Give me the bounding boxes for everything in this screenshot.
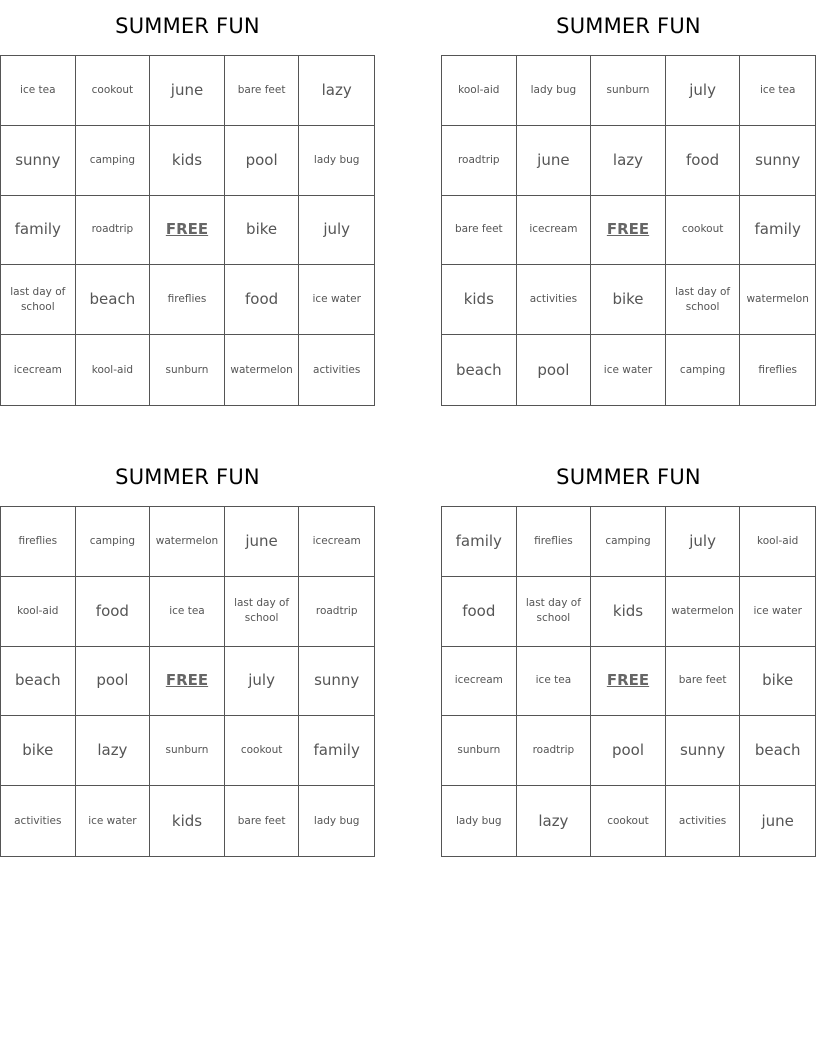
bingo-cell: family: [442, 507, 517, 577]
bingo-cell: bare feet: [666, 647, 741, 717]
bingo-grid: [441, 55, 816, 406]
bingo-cell: family: [1, 196, 76, 266]
bingo-cell: bare feet: [225, 56, 300, 126]
card-title: SUMMER FUN: [115, 465, 260, 489]
bingo-cell: lazy: [299, 56, 374, 126]
bingo-cell: food: [76, 577, 151, 647]
bingo-cell: last day of school: [1, 265, 76, 335]
free-space: FREE: [150, 647, 225, 717]
bingo-cell: food: [225, 265, 300, 335]
bingo-cell: lady bug: [517, 56, 592, 126]
bingo-cell: beach: [76, 265, 151, 335]
bingo-cell: icecream: [299, 507, 374, 577]
bingo-cell: last day of school: [517, 577, 592, 647]
bingo-cell: pool: [76, 647, 151, 717]
bingo-cell: activities: [1, 786, 76, 856]
bingo-cell: family: [740, 196, 815, 266]
bingo-cell: pool: [591, 716, 666, 786]
bingo-cell: roadtrip: [517, 716, 592, 786]
bingo-cell: bike: [591, 265, 666, 335]
bingo-cell: sunburn: [591, 56, 666, 126]
bingo-cell: camping: [76, 507, 151, 577]
bingo-cell: activities: [517, 265, 592, 335]
bingo-cell: kool-aid: [1, 577, 76, 647]
bingo-cell: kool-aid: [76, 335, 151, 405]
bingo-cell: ice water: [591, 335, 666, 405]
bingo-cell: ice tea: [740, 56, 815, 126]
bingo-cell: bike: [1, 716, 76, 786]
card-title: SUMMER FUN: [556, 465, 701, 489]
bingo-cell: june: [150, 56, 225, 126]
bingo-cell: lady bug: [442, 786, 517, 856]
bingo-cell: pool: [225, 126, 300, 196]
bingo-cell: camping: [591, 507, 666, 577]
bingo-cell: ice tea: [517, 647, 592, 717]
bingo-cell: watermelon: [740, 265, 815, 335]
bingo-cell: icecream: [1, 335, 76, 405]
bingo-cell: kool-aid: [442, 56, 517, 126]
bingo-cell: bare feet: [442, 196, 517, 266]
card-title: SUMMER FUN: [115, 14, 260, 38]
bingo-cell: ice water: [740, 577, 815, 647]
bingo-cell: lazy: [76, 716, 151, 786]
free-space: FREE: [591, 196, 666, 266]
bingo-cell: food: [666, 126, 741, 196]
bingo-cell: fireflies: [1, 507, 76, 577]
bingo-cell: bike: [740, 647, 815, 717]
bingo-cell: lazy: [517, 786, 592, 856]
bingo-cell: lady bug: [313, 814, 360, 827]
bingo-cell: sunburn: [150, 335, 225, 405]
bingo-cell: kids: [150, 126, 225, 196]
bingo-cell: june: [517, 126, 592, 196]
bingo-cell: cookout: [591, 786, 666, 856]
free-space: FREE: [150, 196, 225, 266]
bingo-cell: icecream: [517, 196, 592, 266]
bingo-cell: fireflies: [758, 363, 797, 376]
bingo-cell: roadtrip: [442, 126, 517, 196]
bingo-cell: beach: [740, 716, 815, 786]
bingo-cell: last day of school: [225, 577, 300, 647]
bingo-cell: sunny: [740, 126, 815, 196]
bingo-cell: july: [225, 647, 300, 717]
bingo-cell: cookout: [666, 196, 741, 266]
bingo-cell: bike: [225, 196, 300, 266]
bingo-cell: pool: [517, 335, 592, 405]
bingo-cell: kids: [442, 265, 517, 335]
bingo-cell: food: [442, 577, 517, 647]
bingo-cell: family: [299, 716, 374, 786]
bingo-cell: ice tea: [1, 56, 76, 126]
bingo-cell: camping: [76, 126, 151, 196]
bingo-cell: watermelon: [666, 577, 741, 647]
bingo-cell: kids: [591, 577, 666, 647]
bingo-cell: ice water: [76, 786, 151, 856]
card-title: SUMMER FUN: [556, 14, 701, 38]
bingo-cell: activities: [666, 786, 741, 856]
bingo-cell: camping: [666, 335, 741, 405]
bingo-grid: [0, 506, 375, 857]
bingo-cell: june: [761, 811, 794, 830]
bingo-cell: sunny: [666, 716, 741, 786]
bingo-cell: kool-aid: [740, 507, 815, 577]
bingo-cell: roadtrip: [76, 196, 151, 266]
bingo-cell: sunburn: [442, 716, 517, 786]
bingo-cell: fireflies: [517, 507, 592, 577]
free-space: FREE: [591, 647, 666, 717]
bingo-cell: watermelon: [225, 335, 300, 405]
bingo-cell: last day of school: [666, 265, 741, 335]
bingo-cell: lazy: [591, 126, 666, 196]
bingo-cell: roadtrip: [299, 577, 374, 647]
bingo-cell: bare feet: [225, 786, 300, 856]
bingo-cell: sunny: [1, 126, 76, 196]
bingo-cell: ice water: [299, 265, 374, 335]
bingo-cell: beach: [1, 647, 76, 717]
bingo-cell: july: [666, 507, 741, 577]
bingo-grid: [441, 506, 816, 857]
bingo-cell: ice tea: [150, 577, 225, 647]
bingo-cell: sunny: [299, 647, 374, 717]
bingo-cell: fireflies: [150, 265, 225, 335]
bingo-cell: watermelon: [150, 507, 225, 577]
bingo-cell: icecream: [442, 647, 517, 717]
bingo-cell: kids: [150, 786, 225, 856]
bingo-cell: activities: [313, 363, 361, 376]
bingo-cell: july: [299, 196, 374, 266]
bingo-cell: sunburn: [150, 716, 225, 786]
bingo-cell: lady bug: [299, 126, 374, 196]
bingo-grid: [0, 55, 375, 406]
bingo-cell: cookout: [76, 56, 151, 126]
bingo-cell: june: [225, 507, 300, 577]
bingo-cell: beach: [442, 335, 517, 405]
bingo-cell: july: [666, 56, 741, 126]
bingo-cell: cookout: [225, 716, 300, 786]
